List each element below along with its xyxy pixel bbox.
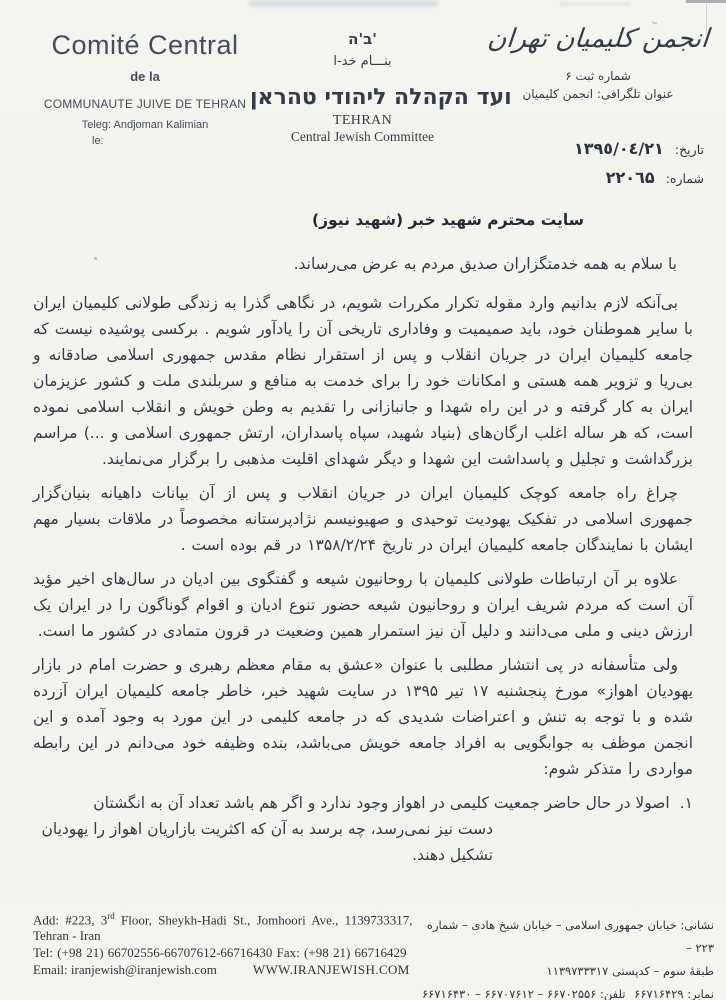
date-prefix-french: le: [92,135,104,147]
date-field [574,139,704,158]
paragraph-1: بی‌آنکه لازم بدانیم وارد مقوله تکرار مکررات شویم، در نگاهی گذرا به زندگی طولانی کلیمیان ایران با سایر هموطنان خود، باید صمیمیت و وفاداری تاریخی آن را یادآور شویم . برکسی پوشیده نیست که جامعه کلیمیان ایران در جریان انقلاب و پس از استقرار نظام مقدس جمهوری اسلامی صادقانه و بی‌ریا و تزویر همه هستی و امکانات خود را برای خدمت به منافع و سربلندی ملت و کشور عزیزمان ایران به کار گرفته و در این راه شهدا و جانبازانی را تقدیم به وطن خویش و انقلاب اسلامی نموده است، که هر ساله اغلب ارگان‌های (بنیاد شهید، سپاه پاسداران، ارتش جمهوری اسلامی و ...) مراسم بزرگداشت و تجلیل و پاسداشت این شهدا و دیگر شهدای اقلیت مذهبی را برگزار می‌نمایند. [33,294,693,468]
registration-number: شماره ثبت ۶ [565,69,631,83]
list-item-1-line-1: اصولا در حال حاضر جمعیت کلیمی در اهواز وجود ندارد و اگر هم باشد تعداد آن به انگشتان [93,794,670,812]
letter-body [33,251,693,868]
letter-number-value: ۲۲۰٦۵ [605,168,655,187]
letterhead-persian-block [478,24,718,101]
list-item-1-marker: ۱. [679,794,693,812]
address-fa-line-1: نشانی: خیابان جمهوری اسلامی – خیابان شیخ هادی – شماره ۲۲۳ – [426,918,714,955]
org-name-french-full: COMMUNAUTE JUIVE DE TEHRAN [43,97,247,111]
scan-smudge [248,0,438,7]
email-address: Email: iranjewish@iranjewish.com [33,962,217,978]
letterhead-hebrew-block [250,30,512,145]
tel-fax-fa-row [422,983,714,1000]
letter-meta-block [574,139,704,197]
website-url: WWW.IRANJEWISH.COM [252,962,410,978]
paragraph-4: ولی متأسفانه در پی انتشار مطلبی با عنوان «عشق به مقام معظم رهبری و حضرت امام در بازار یهودیان اهواز» مورخ پنجشنبه ۱۷ تیر ۱۳۹۵ در سایت شهید خبر، خاطر جامعه کلیمیان ایران آزرده شده و با توجه به تنش و اعتراضات شدیدی که در جامعه کلیمی در این مورد به وجود آمده و این انجمن موظف به جوابگویی به افراد جامعه خویش می‌باشد، بنده وظیفه خود می‌دانم در این رابطه مواردی را متذکر شوم: [33,656,694,778]
paragraph-2: چراغ راه جامعه کوچک کلیمیان ایران در جریان انقلاب و پس از آن بیانات داهیانه بنیان‌گزار جمهوری اسلامی در تفکیک یهودیت توحیدی و صهیونیسم نژادپرستانه مخصوصاً در ملاقات بسیار مهم ایشان با نمایندگان جامعه کلیمیان ایران در تاریخ ۱۳۵۸/۲/۲۴ در قم بوده است . [33,484,693,554]
address-en-ordinal: rd [107,911,115,921]
date-value: ١٣٩٥/٠٤/٢١ [574,139,664,158]
list-item-1 [33,790,693,816]
tel-fax-en: Tel: (+98 21) 66702556-66707612-66716430 Fax: (+98 21) 66716429 [33,945,407,961]
hebrew-abbreviation: ב'ה' [348,30,377,48]
list-item-1-line-2: دست نیز نمی‌رسد، چه برسد به آن که اکثریت بازاریان اهواز را یهودیان تشکیل دهند. [41,820,493,864]
org-name-french-dela: de la [130,69,160,84]
org-name-calligraphy: انجمن کلیمیان تهران [486,24,710,54]
subject-line: سایت محترم شهید خبر (شهید نیوز) [312,211,584,229]
tel-fa: تلفن: ۶۶۷۰۲۵۵۶ – ۶۶۷۰۷۶۱۲ – ۶۶۷۱۶۴۳۰ [422,987,626,1000]
footer-persian [422,914,714,1000]
address-fa-line-2: طبقۀ سوم – کدپستی ۱۱۳۹۷۳۳۳۱۷ [546,964,714,978]
telegraph-title-fa: عنوان تلگرافی: انجمن کلیمیان [522,87,674,101]
org-name-french: Comité Central [51,30,239,60]
letterhead-french-block [26,30,264,147]
paragraph-3: علاوه بر آن ارتباطات طولانی کلیمیان با روحانیون شیعه و گفتگوی بین ادیان در سال‌های اخیر مؤید آن است که مردم شریف ایران و روحانیون شیعه حضور تنوع ادیان و اقوام گوناگون را در ایران یک ارزش دینی و ملی می‌دانند و دلیل آن نیز استمرار همین وضعیت در قرون متمادی در کشور ما است. [33,570,693,640]
letter-number-label: شماره: [665,171,704,186]
fax-fa: نمابر: ۶۶۷۱۶۴۲۹ [634,987,714,1000]
address-en-part: Add: #223, 3 [33,912,108,928]
address-en-part: Floor, Sheykh-Hadi St., Jomhoori Ave., 1139733317, [114,912,413,928]
scan-smudge [560,2,630,6]
telegraph-title-en: Teleg: Andjoman Kalimian [81,119,209,131]
tehran-label: TEHRAN [332,113,393,128]
org-name-english: Central Jewish Committee [290,129,435,144]
address-en-line-2: Tehran - Iran [33,928,101,944]
besmellah-text: بنـــام خد-ا [333,54,392,69]
letter-number-field [574,168,704,187]
date-label: تاریخ: [674,142,704,157]
greeting-line: با سلام به همه خدمتگزاران صدیق مردم به عرض می‌رساند. [293,255,677,273]
hebrew-org-name: ועד הקהלה ליהודי טהראן [250,84,512,110]
